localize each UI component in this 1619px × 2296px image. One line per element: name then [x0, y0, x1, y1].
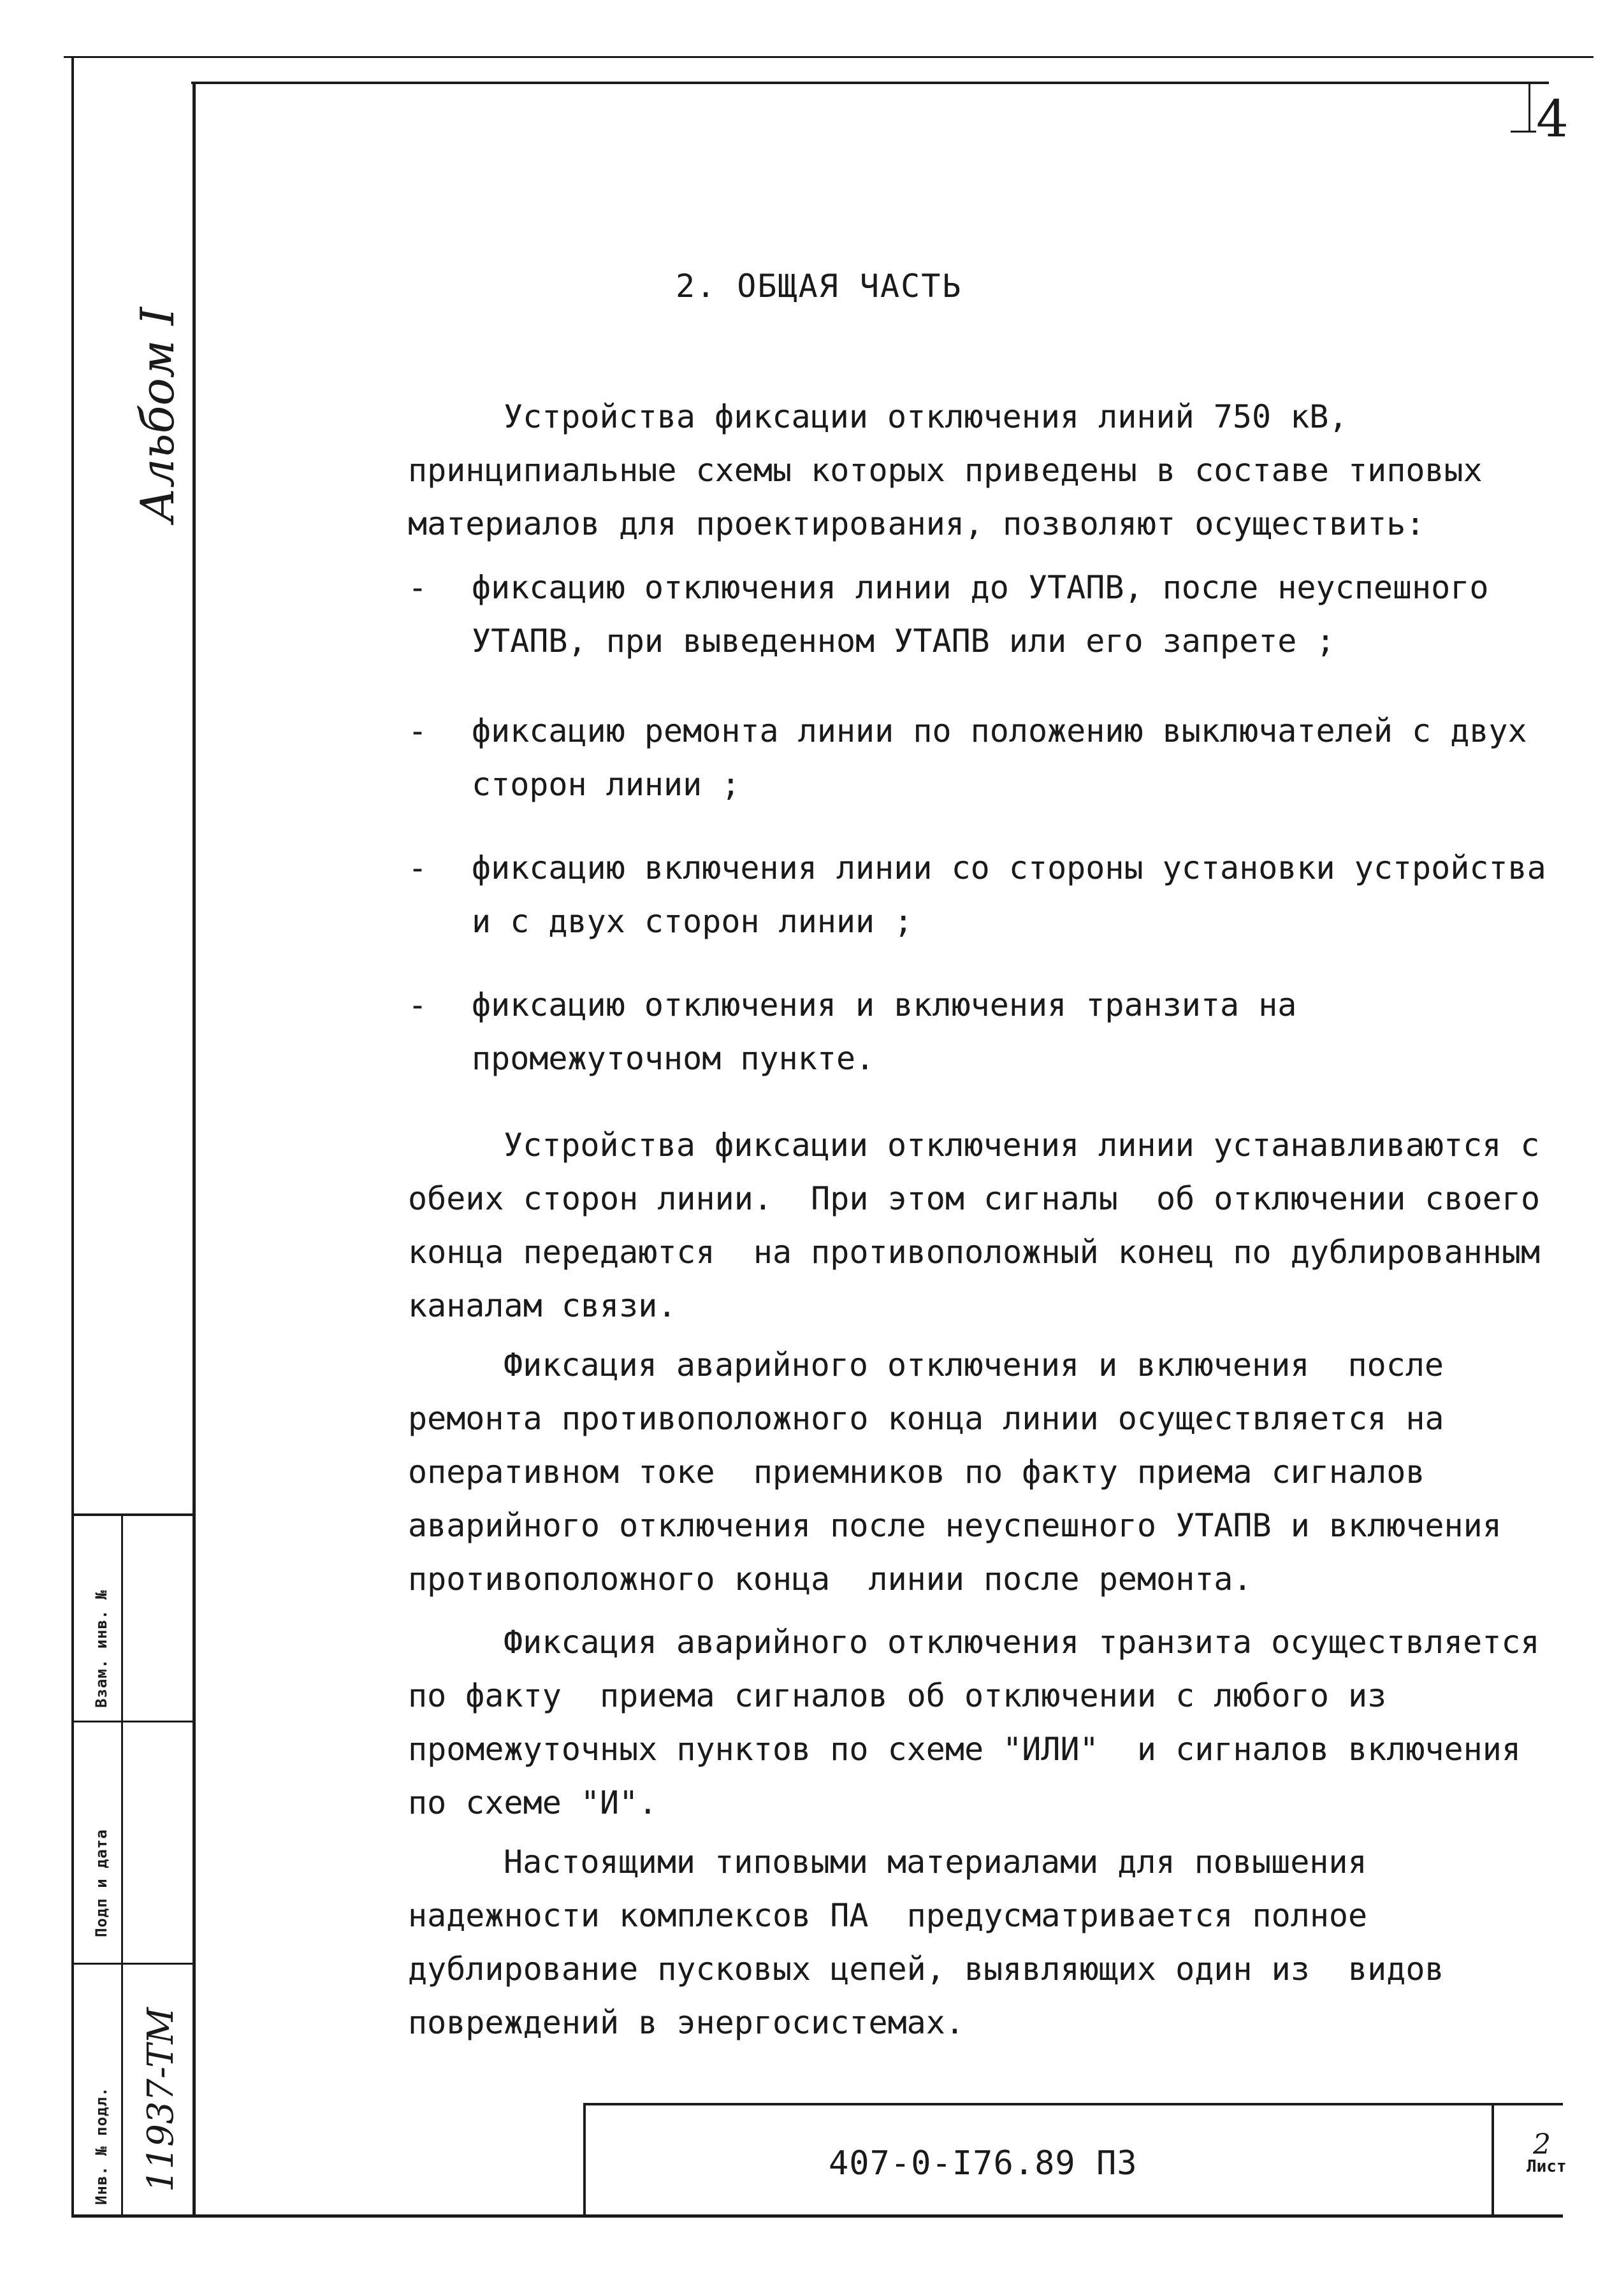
list-marker: - [408, 849, 428, 886]
frame-top-outer [64, 56, 1594, 58]
list-marker: - [408, 712, 428, 749]
frame-corner-box-bottom [1511, 131, 1536, 133]
sheet-label: Лист [1527, 2157, 1567, 2176]
intro-block [408, 390, 1562, 551]
frame-bottom [71, 2214, 1563, 2218]
stamp-line-2 [71, 1963, 196, 1965]
frame-left-outer [71, 56, 74, 2216]
stamp-line-1 [71, 1721, 196, 1722]
paragraph-2-block [408, 1338, 1562, 1606]
stamp-inv-value: 11937-TM [140, 2007, 182, 2192]
list-text: фиксацию ремонта линии по положению выключателей с двух сторон линии ; [472, 712, 1527, 803]
frame-right-corner [1528, 82, 1530, 133]
list-text: фиксацию включения линии со стороны установки устройства и с двух сторон линии ; [472, 849, 1546, 940]
list-item-3 [408, 841, 1562, 948]
paragraph: Устройства фиксации отключения линии устанавливаются с обеих сторон линии. При этом сигналы об отключении своего конца передаются на противоположный конец по дублированным каналам связи. [408, 1127, 1560, 1324]
list-text: фиксацию отключения линии до УТАПВ, после неуспешного УТАПВ, при выведенном УТАПВ или его запрете ; [472, 569, 1489, 660]
title-block-sheet-divider [1492, 2103, 1494, 2216]
corner-page-number: 4 [1536, 89, 1569, 148]
document-code: 407-0-I76.89 ПЗ [829, 2144, 1138, 2183]
list-item-1 [408, 561, 1562, 668]
stamp-replace-label: Взам. инв. № [92, 1589, 110, 1708]
frame-top-inner [191, 82, 1549, 84]
paragraph: Фиксация аварийного отключения транзита осуществляется по факту приема сигналов об отключении с любого из промежуточных пунктов по схеме "ИЛИ" и сигналов включения по схеме "И". [408, 1624, 1559, 1821]
list-marker: - [408, 569, 428, 606]
paragraph-4-block [408, 1835, 1562, 2049]
intro-paragraph: Устройства фиксации отключения линий 750 кВ, принципиальные схемы которых приведены в составе типовых материалов для проектирования, позволяют осуществить: [408, 398, 1502, 542]
title-block-left [583, 2103, 586, 2216]
sheet-number: 2 [1533, 2128, 1551, 2161]
list-item-4 [408, 978, 1562, 1085]
margin-note: Альбом I [131, 307, 184, 523]
paragraph-3-block [408, 1615, 1562, 1830]
stamp-divider [121, 1513, 123, 2214]
paragraph: Настоящими типовыми материалами для повышения надежности комплексов ПА предусматривается полное дублирование пусковых цепей, выявляющих один из видов повреждений в энергосистемах. [408, 1844, 1483, 2041]
stamp-inv-label: Инв. № подл. [92, 2086, 110, 2205]
paragraph-1-block [408, 1118, 1562, 1332]
title-block-top [583, 2103, 1563, 2105]
stamp-sign-label: Подп и дата [92, 1829, 110, 1937]
frame-left-inner [192, 82, 196, 2216]
list-text: фиксацию отключения и включения транзита на промежуточном пункте. [472, 986, 1297, 1077]
list-item-2 [408, 704, 1562, 811]
section-heading: 2. ОБЩАЯ ЧАСТЬ [676, 268, 962, 305]
paragraph: Фиксация аварийного отключения и включения после ремонта противоположного конца линии осуществляется на оперативном токе приемников по факту приема сигналов аварийного отключения после неуспешного УТАПВ и включения противоположного конца линии после ремонта. [408, 1347, 1521, 1598]
stamp-top-line [71, 1513, 196, 1516]
list-marker: - [408, 986, 428, 1023]
